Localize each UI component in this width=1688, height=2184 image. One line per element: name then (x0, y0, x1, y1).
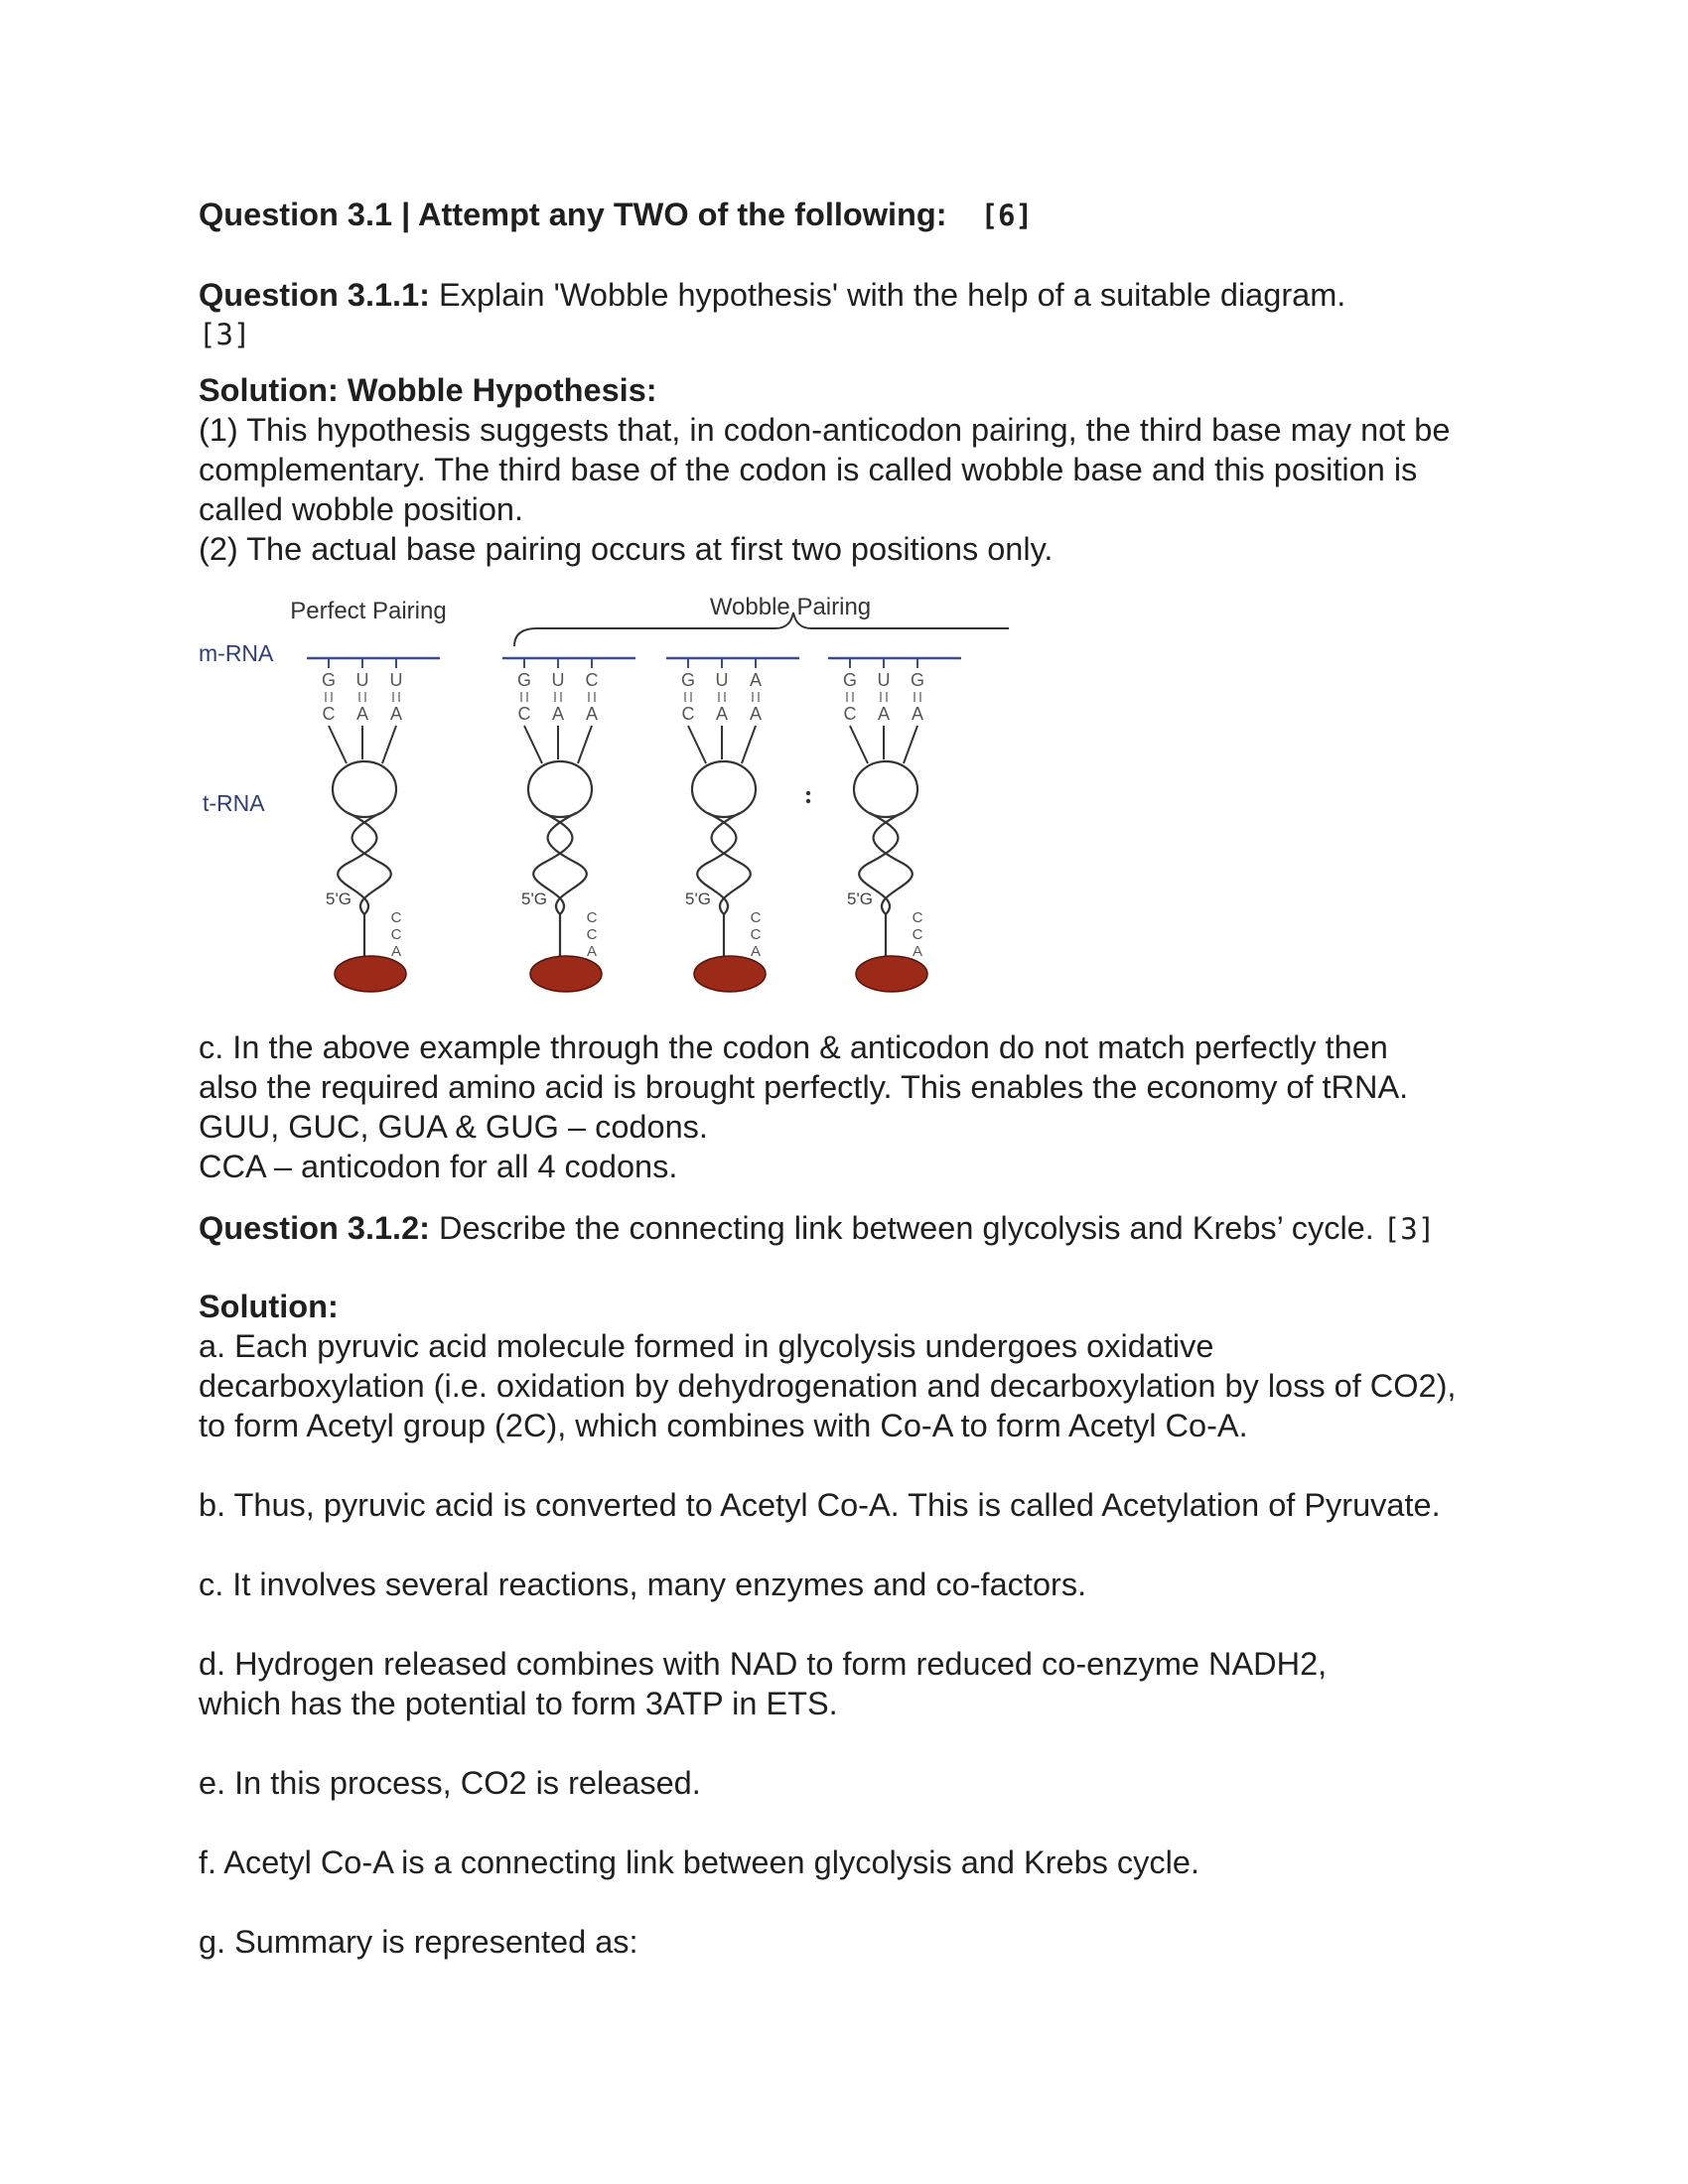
question-3-1-1-marks: [3] (199, 318, 251, 351)
tail-base-3-2: C (750, 926, 762, 943)
solution-2-d-line-2: which has the potential to form 3ATP in ETS. (199, 1686, 838, 1721)
question-3-1-2-label: Question 3.1.2: (199, 1210, 430, 1246)
solution-1-line-4: (2) The actual base pairing occurs at first two positions only. (199, 531, 1054, 567)
document-content (199, 195, 1509, 1962)
wobble-diagram (195, 595, 1009, 1002)
codon-base-1-2: U (355, 670, 369, 690)
question-3-1-1 (199, 275, 1509, 315)
trna-loop-2 (528, 761, 592, 817)
codon-base-2-1: G (516, 670, 532, 690)
solution-2-f: f. Acetyl Co-A is a connecting link between glycolysis and Krebs cycle. (199, 1844, 1199, 1880)
trna-loop-3 (692, 761, 756, 817)
perfect-pairing-label: Perfect Pairing (290, 598, 447, 624)
anticodon-arm-1 (329, 726, 396, 763)
anticodon-base-4-2: A (877, 704, 891, 724)
codon-base-4-2: U (877, 670, 891, 690)
solution-2-a-line-3: to form Acetyl group (2C), which combines with Co-A to form Acetyl Co-A. (199, 1408, 1248, 1443)
codon-base-3-1: G (680, 670, 696, 690)
anticodon-base-4-1: C (843, 704, 857, 724)
anticodon-arm-3 (688, 726, 756, 763)
anticodon-base-2-3: A (585, 704, 599, 724)
question-3-1-1-text: Explain 'Wobble hypothesis' with the help of a suitable diagram. (429, 277, 1346, 313)
anticodon-base-1-3: A (389, 704, 403, 724)
anticodon-arm-2 (524, 726, 592, 763)
solution-2-b: b. Thus, pyruvic acid is converted to Acetyl Co-A. This is called Acetylation of Pyruvate. (199, 1487, 1441, 1523)
tail-base-2-3: A (586, 943, 598, 960)
tail-base-1-2: C (390, 926, 402, 943)
solution-2-c: c. It involves several reactions, many enzymes and co-factors. (199, 1567, 1087, 1602)
question-3-1-heading (199, 195, 1509, 235)
codon-base-4-1: G (842, 670, 858, 690)
tail-base-4-3: A (912, 943, 923, 960)
anticodon-arm-4 (850, 726, 917, 763)
anticodon-base-4-3: A (911, 704, 924, 724)
anticodon-base-3-3: A (749, 704, 763, 724)
question-3-1-title: Question 3.1 | Attempt any TWO of the following: (199, 197, 947, 232)
anticodon-base-2-2: A (551, 704, 565, 724)
question-3-1-1-label: Question 3.1.1: (199, 277, 430, 313)
tail-base-4-1: C (912, 909, 923, 926)
after-figure-line-3: GUU, GUC, GUA & GUG – codons. (199, 1109, 708, 1145)
anticodon-base-1-1: C (322, 704, 336, 724)
codon-base-3-3: A (749, 670, 763, 690)
tail-base-2-2: C (586, 926, 598, 943)
solution-2-e: e. In this process, CO2 is released. (199, 1765, 701, 1801)
tail-base-1-1: C (390, 909, 402, 926)
anticodon-base-1-2: A (355, 704, 369, 724)
stray-dot-2 (806, 799, 810, 803)
trna-label: t-RNA (203, 790, 265, 816)
five-prime-label-4: 5'G (847, 889, 873, 908)
amino-acid-1 (335, 956, 406, 992)
after-figure-line-1: c. In the above example through the codon & anticodon do not match perfectly then (199, 1029, 1388, 1065)
tail-base-2-1: C (586, 909, 598, 926)
tail-base-3-1: C (750, 909, 762, 926)
wobble-diagram-svg (195, 595, 1009, 1002)
five-prime-label-2: 5'G (521, 889, 547, 908)
amino-acid-3 (694, 956, 766, 992)
question-3-1-2-text: Describe the connecting link between glycolysis and Krebs’ cycle. (429, 1210, 1374, 1246)
solution-2-g: g. Summary is represented as: (199, 1924, 638, 1960)
solution-2-a-line-1: a. Each pyruvic acid molecule formed in glycolysis undergoes oxidative (199, 1328, 1214, 1364)
amino-acid-2 (530, 956, 602, 992)
solution-2-d-line-1: d. Hydrogen released combines with NAD to form reduced co-enzyme NADH2, (199, 1646, 1328, 1682)
codon-base-1-1: G (321, 670, 337, 690)
five-prime-label-1: 5'G (326, 889, 352, 908)
codon-base-2-3: C (585, 670, 599, 690)
codon-base-4-3: G (910, 670, 925, 690)
mrna-label: m-RNA (199, 640, 274, 666)
trna-loop-4 (854, 761, 917, 817)
anticodon-base-2-1: C (517, 704, 531, 724)
tail-base-1-3: A (390, 943, 402, 960)
stray-dot-1 (806, 791, 810, 795)
anticodon-base-3-1: C (681, 704, 695, 724)
after-figure-line-4: CCA – anticodon for all 4 codons. (199, 1149, 678, 1184)
tail-base-4-2: C (912, 926, 923, 943)
solution-1-line-1: (1) This hypothesis suggests that, in codon-anticodon pairing, the third base may not be (199, 412, 1451, 448)
codon-base-3-2: U (715, 670, 729, 690)
five-prime-label-3: 5'G (685, 889, 711, 908)
question-3-1-2-marks: [3] (1382, 1212, 1436, 1246)
solution-1-line-2: complementary. The third base of the codon is called wobble base and this position is (199, 452, 1418, 487)
question-3-1-marks: [6] (980, 199, 1033, 232)
solution-2-a-line-2: decarboxylation (i.e. oxidation by dehydrogenation and decarboxylation by loss of CO2), (199, 1368, 1457, 1404)
wobble-pairing-label: Wobble Pairing (709, 595, 872, 620)
tail-base-3-3: A (750, 943, 762, 960)
solution-2-heading: Solution: (199, 1289, 339, 1324)
solution-1-line-3: called wobble position. (199, 491, 524, 527)
trna-loop-1 (333, 761, 396, 817)
anticodon-base-3-2: A (715, 704, 729, 724)
codon-base-2-2: U (551, 670, 565, 690)
after-figure-line-2: also the required amino acid is brought perfectly. This enables the economy of tRNA. (199, 1069, 1409, 1105)
question-3-1-2 (199, 1208, 1509, 1249)
codon-base-1-3: U (389, 670, 403, 690)
amino-acid-4 (856, 956, 927, 992)
solution-1-heading: Solution: Wobble Hypothesis: (199, 372, 657, 408)
